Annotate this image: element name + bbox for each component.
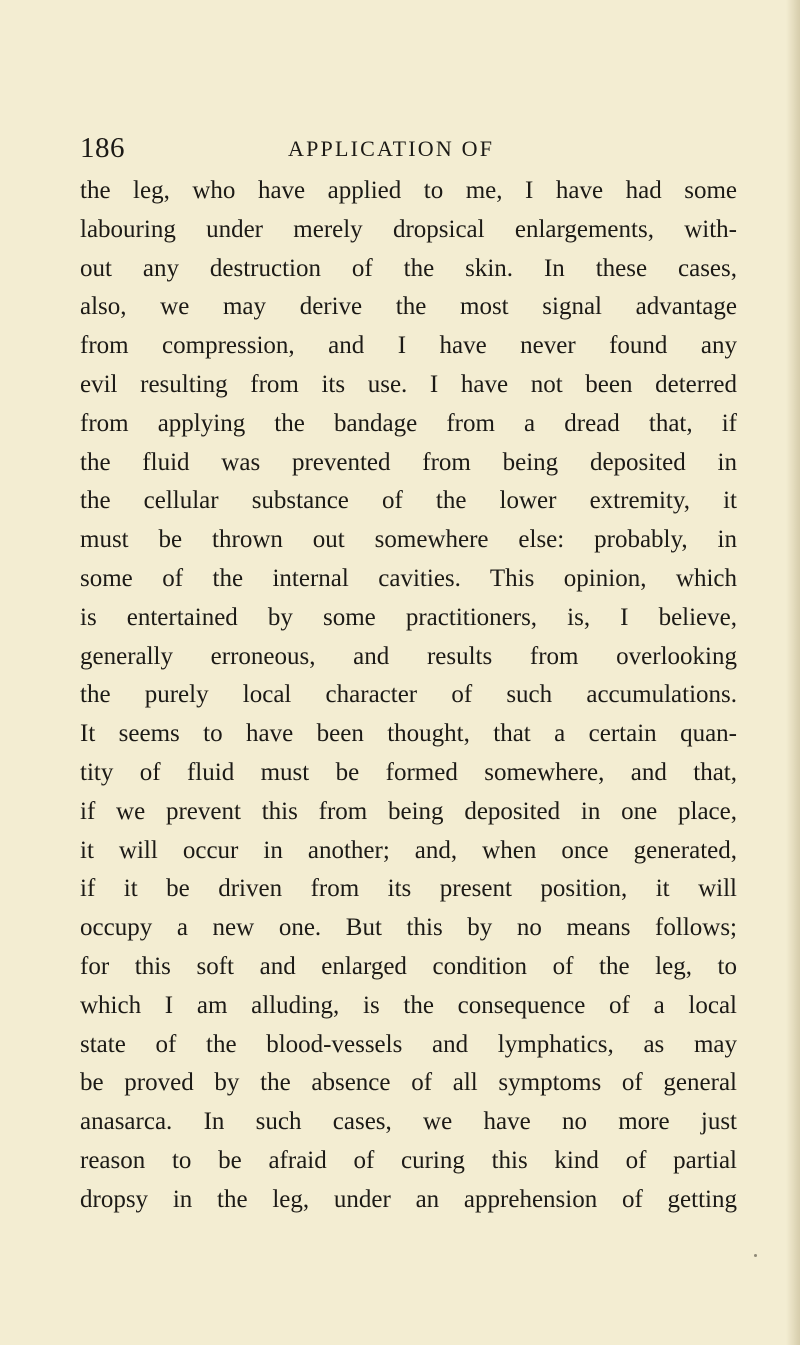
text-line: for this soft and enlarged condition of the leg, to	[80, 952, 737, 980]
paper-speck	[754, 1254, 757, 1257]
text-line: the cellular substance of the lower extremity, it	[80, 487, 737, 515]
page-edge-shadow	[786, 0, 800, 1345]
text-line: from applying the bandage from a dread that, if	[80, 409, 737, 437]
text-line: be proved by the absence of all symptoms of general	[80, 1069, 737, 1097]
text-line: it will occur in another; and, when once generated,	[80, 836, 737, 864]
text-line: also, we may derive the most signal advantage	[80, 293, 737, 321]
text-line: must be thrown out somewhere else: probably, in	[80, 526, 737, 554]
text-line: from compression, and I have never found any	[80, 332, 737, 360]
page-number: 186	[80, 132, 125, 164]
text-line: labouring under merely dropsical enlargements, with-	[80, 215, 737, 243]
body-text	[80, 172, 737, 1220]
text-line: the fluid was prevented from being deposited in	[80, 448, 737, 476]
page-header	[80, 130, 740, 166]
text-line: It seems to have been thought, that a certain quan-	[80, 720, 737, 748]
text-line: out any destruction of the skin. In these cases,	[80, 254, 737, 282]
text-line: occupy a new one. But this by no means follows;	[80, 914, 737, 942]
text-line: if we prevent this from being deposited in one place,	[80, 797, 737, 825]
text-line: tity of fluid must be formed somewhere, and that,	[80, 758, 737, 786]
text-line: dropsy in the leg, under an apprehension of getting	[80, 1185, 737, 1213]
text-line: evil resulting from its use. I have not been deterred	[80, 370, 737, 398]
text-line: the leg, who have applied to me, I have had some	[80, 177, 737, 204]
text-line: anasarca. In such cases, we have no more just	[80, 1108, 737, 1136]
text-line: state of the blood-vessels and lymphatics, as may	[80, 1030, 737, 1058]
text-line: reason to be afraid of curing this kind of partial	[80, 1146, 737, 1174]
text-line: which I am alluding, is the consequence of a local	[80, 991, 737, 1019]
text-line: some of the internal cavities. This opinion, which	[80, 564, 737, 592]
text-line: the purely local character of such accumulations.	[80, 681, 737, 709]
running-head: APPLICATION OF	[288, 136, 495, 161]
text-line: if it be driven from its present position, it will	[80, 875, 737, 903]
text-line: generally erroneous, and results from overlooking	[80, 642, 737, 670]
text-line: is entertained by some practitioners, is, I believe,	[80, 603, 737, 631]
